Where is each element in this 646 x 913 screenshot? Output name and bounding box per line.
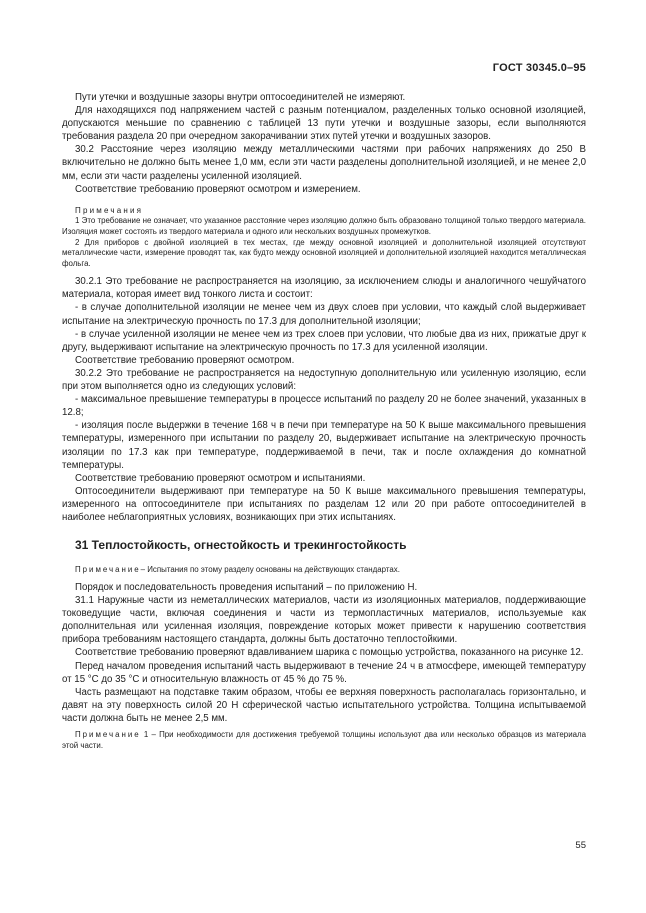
list-item: - в случае усиленной изоляции не менее чем из трех слоев при условии, что любые два из них, прижатые друг к другу, выдерживают испытание на электрическую прочность по 17.3 для усиленной изоляции. xyxy=(62,328,586,353)
list-item: - максимальное превышение температуры в процессе испытаний по разделу 20 не более значений, указанных в 12.8; xyxy=(62,394,586,419)
paragraph: Оптосоединители выдерживают при температуре на 50 К выше максимального превышения температуры, измеренного на оптосоединителе при испытаниях по разделам 12 или 20 при работе оптосоединителей в наиболее неблагоприятных условиях, возникающих при этих испытаниях. xyxy=(62,485,586,523)
page-body xyxy=(62,91,586,752)
paragraph: Часть размещают на подставке таким образом, чтобы ее верхняя поверхность располагалась горизонтально, и давят на эту поверхность силой 20 Н сферической частью испытательного устройства. Толщина испытываемой части должна быть не менее 2,5 мм. xyxy=(62,686,586,724)
paragraph: 31.1 Наружные части из неметаллических материалов, части из изоляционных материалов, поддерживающие токоведущие части, включая соединения и части из термопластичных материалов, используемые как дополнительная или усиленная изоляция, повреждение которых может привести к нарушению соответствия прибора требованиям настоящего стандарта, должны быть достаточно теплостойкими. xyxy=(62,595,586,646)
paragraph: Перед началом проведения испытаний часть выдерживают в течение 24 ч в атмосфере, имеющей температуру от 15 °С до 35 °С и относительную влажность от 45 % до 75 %. xyxy=(62,660,586,685)
page-number: 55 xyxy=(575,840,586,851)
paragraph: Соответствие требованию проверяют осмотром и измерением. xyxy=(75,183,361,195)
document-id: ГОСТ 30345.0–95 xyxy=(492,62,586,74)
section-note xyxy=(62,565,586,576)
paragraph: 30.2.1 Это требование не распространяется на изоляцию, за исключением слюды и аналогичного чешуйчатого материала, которая имеет вид тонкого листа и состоит: xyxy=(62,276,586,301)
paragraph: Соответствие требованию проверяют вдавливанием шарика с помощью устройства, показанного на рисунке 12. xyxy=(75,647,584,659)
note-text: – Испытания по этому разделу основаны на действующих стандартах. xyxy=(140,565,400,575)
note-label: Примечание xyxy=(75,565,141,575)
note-text: 1 – При необходимости для достижения требуемой толщины используют два или несколько образцов из материала этой части. xyxy=(62,730,586,750)
list-item: - в случае дополнительной изоляции не менее чем из двух слоев при условии, что каждый слой выдерживает испытание на электрическую прочность по 17.3 для дополнительной изоляции; xyxy=(62,302,586,327)
note-2: 2 Для приборов с двойной изоляцией в тех местах, где между основной изоляцией и дополнительной изоляцией отсутствуют металлические части, измерение проводят так, как будто между основной изоляцией и дополнительной изоляцией находится металлическая фольга. xyxy=(62,237,586,269)
paragraph: Пути утечки и воздушные зазоры внутри оптосоединителей не измеряют. xyxy=(75,92,406,103)
paragraph: Соответствие требованию проверяют осмотром. xyxy=(75,354,295,366)
paragraph: 30.2 Расстояние через изоляцию между металлическими частями при рабочих напряжениях до 250 В включительно не должно быть менее 1,0 мм, если эти части разделены дополнительной изоляцией, и не менее 2,0 мм, если эти части разделены усиленной изоляцией. xyxy=(62,144,586,182)
notes-heading: Примечания xyxy=(75,205,144,215)
paragraph: Порядок и последовательность проведения испытаний – по приложению Н. xyxy=(75,581,418,593)
paragraph: Для находящихся под напряжением частей с разным потенциалом, разделенных только основной изоляцией, допускаются меньшие по сравнению с таблицей 13 пути утечки и воздушные зазоры, если выполняются требования раздела 20 при очередном закорачивании этих путей утечки и воздушных зазоров. xyxy=(62,105,586,143)
list-item: - изоляция после выдержки в течение 168 ч в печи при температуре на 50 К выше максимального превышения температуры, измеренного при испытании по разделу 20, выдерживает испытание на электрическую прочность изоляции по 17.3 как при температуре, поддерживаемой в печи, так и после охлаждения до комнатной температуры. xyxy=(62,420,586,471)
note-label: Примечание xyxy=(75,730,141,739)
paragraph: 30.2.2 Это требование не распространяется на недоступную дополнительную или усиленную изоляцию, если при этом выполняется одно из следующих условий: xyxy=(62,367,586,393)
note-1: 1 Это требование не означает, что указанное расстояние через изоляцию должно быть образовано толщиной только твердого материала. Изоляция может состоять из твердого материала и одного или нескольких воздушных промежутков. xyxy=(62,215,586,236)
section-heading: 31 Теплостойкость, огнестойкость и трекингостойкость xyxy=(75,538,407,553)
final-note xyxy=(62,730,586,752)
paragraph: Соответствие требованию проверяют осмотром и испытаниями. xyxy=(75,472,366,484)
